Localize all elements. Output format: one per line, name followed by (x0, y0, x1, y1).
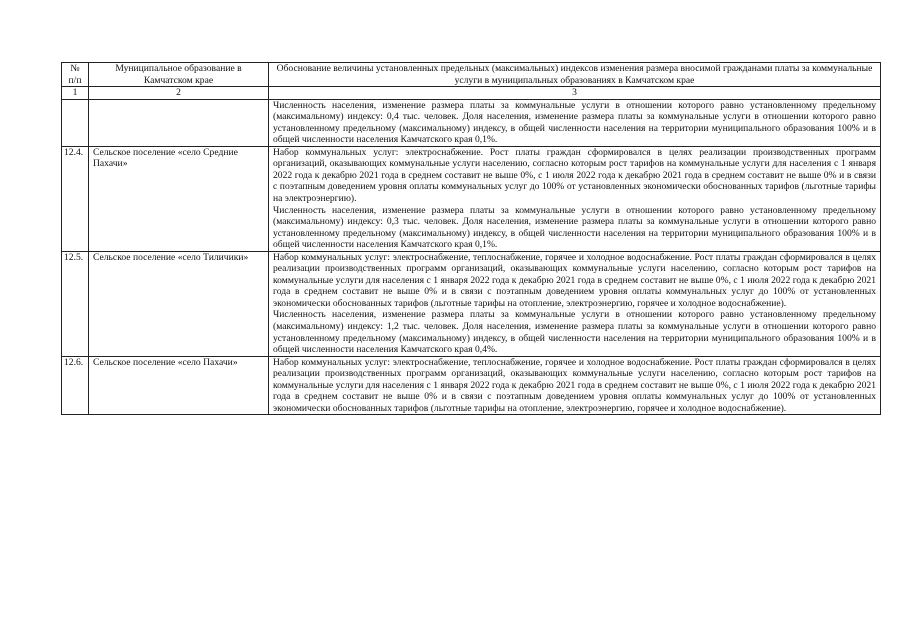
header-municipality: Муниципальное образование в Камчатском крае (89, 63, 269, 87)
municipality-name: Сельское поселение «село Средние Пахачи» (89, 146, 269, 251)
header-justification: Обоснование величины установленных предельных (максимальных) индексов изменения размера вносимой гражданами платы за коммунальные услуги в муниципальных образованиях в Камчатском крае (269, 63, 881, 87)
population-paragraph: Численность населения, изменение размера платы за коммунальные услуги в отношении которого равно установленному предельному (максимальному) индексу: 0,3 тыс. человек. Доля населения, изменение размера платы за коммунальные услуги в отношении которого равно установленному предельному (максимальному) индексу, в общей численности населения на территории муниципального образования 100% и в общей численности населения Камчатского края 0,1%. (273, 204, 876, 251)
municipality-name: Сельское поселение «село Пахачи» (89, 356, 269, 415)
column-number-2: 2 (89, 87, 269, 100)
population-paragraph: Численность населения, изменение размера платы за коммунальные услуги в отношении которого равно установленному предельному (максимальному) индексу: 0,4 тыс. человек. Доля населения, изменение размера платы за коммунальные услуги в отношении которого равно установленному предельному (максимальному) индексу, в общей численности населения на территории муниципального образования 100% и в общей численности населения Камчатского края 0,1%. (273, 99, 876, 146)
row-number: 12.6. (62, 356, 89, 415)
table-row (62, 251, 881, 356)
municipality-name (89, 99, 269, 146)
services-paragraph: Набор коммунальных услуг: электроснабжение. Рост платы граждан сформировался в целях реализации производственных программ организаций, оказывающих коммунальные услуги населению, согласно которым рост тарифов на коммунальные услуги для населения с 1 января 2022 года к декабрю 2021 года в среднем составит не выше 0%, с 1 июля 2022 года к декабрю 2021 года в среднем составит не выше 0% и в связи с поэтапным доведением уровня оплаты коммунальных услуг до 100% от установленных экономически обоснованных тарифов (льготные тарифы на электроэнергию). (273, 146, 876, 205)
table-row (62, 356, 881, 415)
row-number (62, 99, 89, 146)
justification-cell (269, 99, 881, 146)
table-row (62, 99, 881, 146)
header-num: № п/п (62, 63, 89, 87)
column-number-row (62, 87, 881, 100)
services-paragraph: Набор коммунальных услуг: электроснабжение, теплоснабжение, горячее и холодное водоснабжение. Рост платы граждан сформировался в целях реализации производственных программ организаций, оказывающих коммунальные услуги населению, согласно которым рост тарифов на коммунальные услуги для населения с 1 января 2022 года к декабрю 2021 года в среднем составит не выше 0%, с 1 июля 2022 года к декабрю 2021 года в среднем составит не выше 0% и в связи с поэтапным доведением уровня оплаты коммунальных услуг до 100% от установленных экономически обоснованных тарифов (льготные тарифы на отопление, электроэнергию, горячее и холодное водоснабжение). (273, 356, 876, 414)
municipality-name: Сельское поселение «село Тиличики» (89, 251, 269, 356)
population-paragraph: Численность населения, изменение размера платы за коммунальные услуги в отношении которого равно установленному предельному (максимальному) индексу: 1,2 тыс. человек. Доля населения, изменение размера платы за коммунальные услуги в отношении которого равно установленному предельному (максимальному) индексу, в общей численности населения на территории муниципального образования 100% и в общей численности населения Камчатского края 0,4%. (273, 309, 876, 356)
column-number-3: 3 (269, 87, 881, 100)
services-paragraph: Набор коммунальных услуг: электроснабжение, теплоснабжение, горячее и холодное водоснабжение. Рост платы граждан сформировался в целях реализации производственных программ организаций, оказывающих коммунальные услуги населению, согласно которым рост тарифов на коммунальные услуги для населения с 1 января 2022 года к декабрю 2021 года в среднем составит не выше 0%, с 1 июля 2022 года к декабрю 2021 года в среднем составит не выше 0% и в связи с поэтапным доведением уровня оплаты коммунальных услуг до 100% от установленных экономически обоснованных тарифов (льготные тарифы на отопление, электроэнергию, горячее и холодное водоснабжение). (273, 251, 876, 309)
justification-cell (269, 356, 881, 415)
justification-cell (269, 251, 881, 356)
row-number: 12.4. (62, 146, 89, 251)
table-header-row (62, 63, 881, 87)
table-row (62, 146, 881, 251)
justification-cell (269, 146, 881, 251)
column-number-1: 1 (62, 87, 89, 100)
tariff-justification-table (61, 62, 881, 415)
row-number: 12.5. (62, 251, 89, 356)
